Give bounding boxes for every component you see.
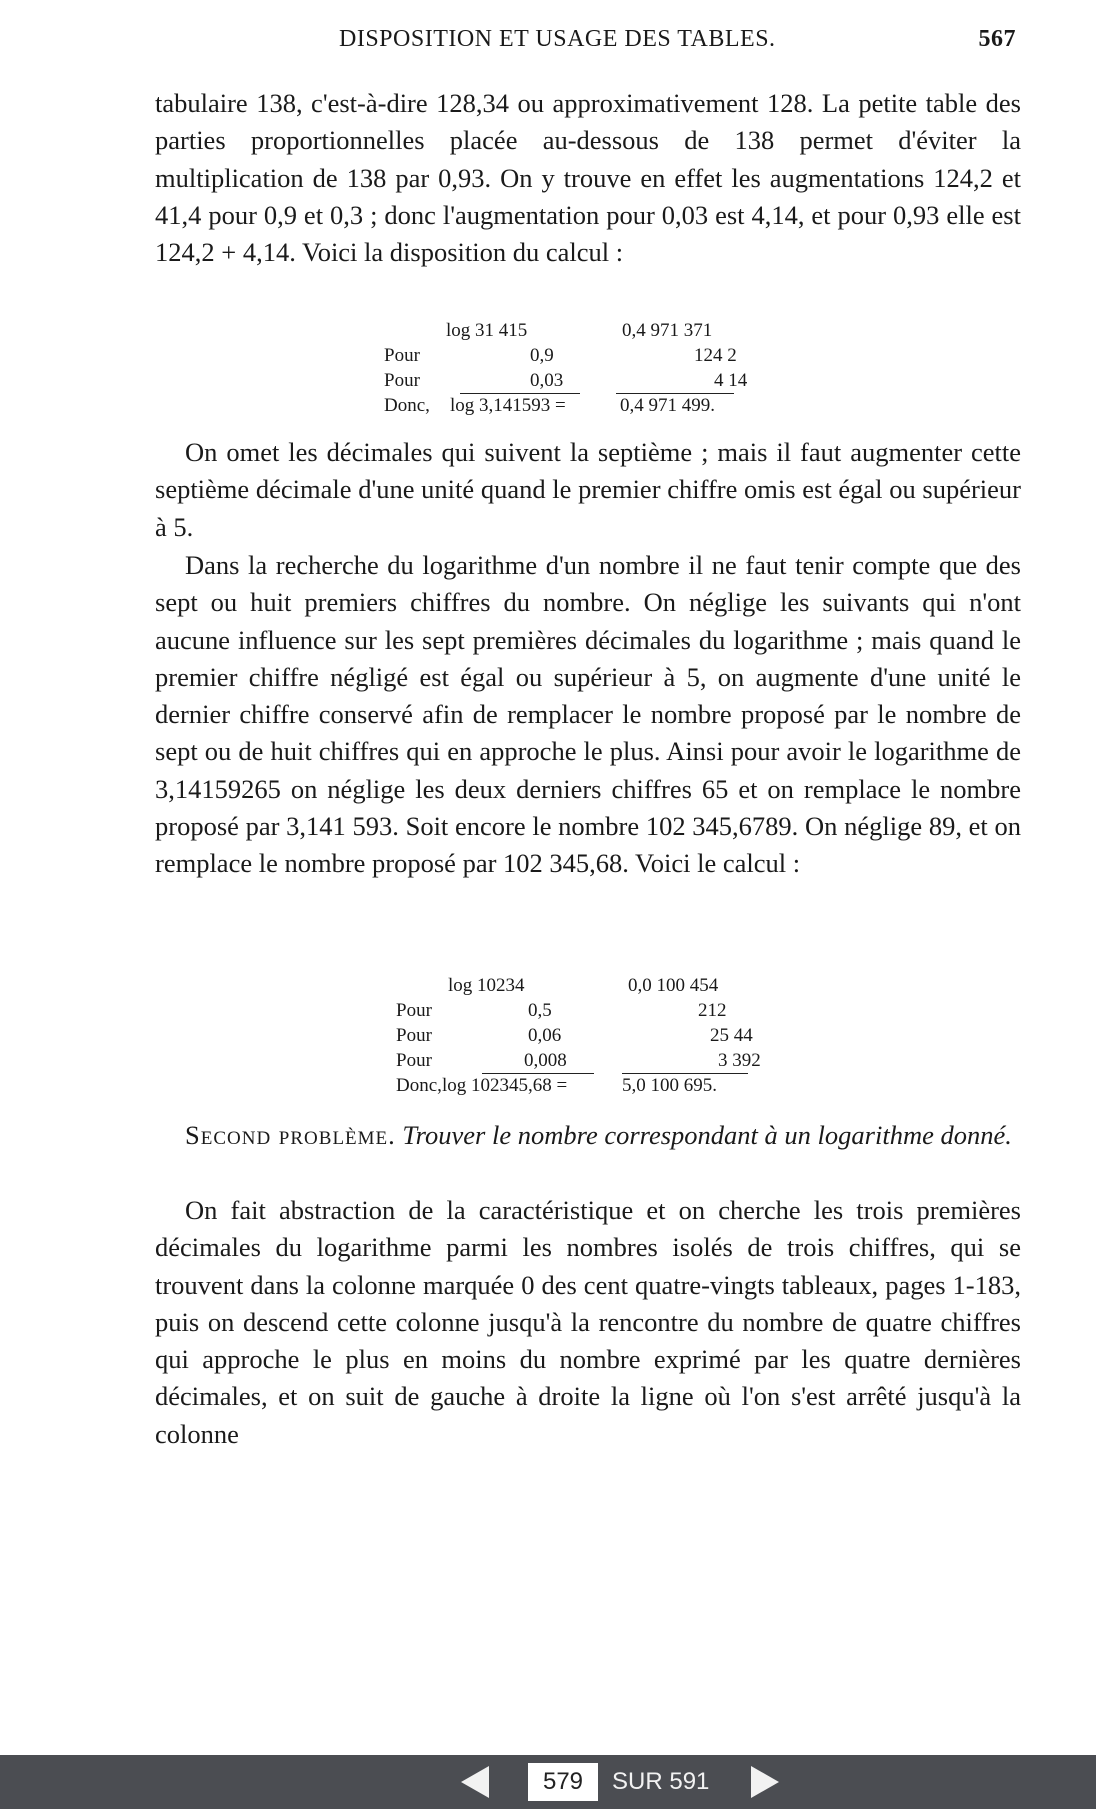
calc-row: Pour 0,5 212 [396, 1000, 727, 1021]
calc-row: Pour 0,06 25 44 [396, 1025, 753, 1046]
page-total-label: SUR 591 [612, 1768, 710, 1795]
arrow-left-icon [461, 1766, 489, 1798]
problem-label: Second problème. [185, 1120, 396, 1150]
calc-row: Donc, log 3,141593 = 0,4 971 499. [384, 395, 715, 416]
running-title: DISPOSITION ET USAGE DES TABLES. [339, 26, 776, 52]
paragraph-1: tabulaire 138, c'est-à-dire 128,34 ou approximativement 128. La petite table des parties proportionnelles placée au-dessous de 138 permet d'éviter la multiplication de 138 par 0,93. On y trouve en effet les augmentations 124,2 et 41,4 pour 0,9 et 0,3 ; donc l'augmentation pour 0,03 est 4,14, et pour 0,93 elle est 124,2 + 4,14. Voici la disposition du calcul : [155, 88, 1021, 268]
calc-row: Donc, log 102345,68 = 5,0 100 695. [396, 1075, 717, 1096]
calc-block-2 [392, 973, 792, 1098]
paragraph-4 [155, 1117, 1021, 1154]
arrow-right-icon [751, 1766, 779, 1798]
page-number-input[interactable] [528, 1763, 598, 1801]
previous-page-button[interactable] [458, 1765, 492, 1799]
page-number: 567 [978, 26, 1016, 52]
problem-statement: Trouver le nombre correspondant à un logarithme donné. [402, 1120, 1012, 1150]
calc-block-1 [380, 318, 760, 418]
calc-row: Pour 0,03 4 14 [384, 370, 748, 391]
calc-row: log 31 415 0,4 971 371 [446, 320, 713, 341]
calc-row: Pour 0,008 3 392 [396, 1050, 761, 1071]
paragraph-5: On fait abstraction de la caractéristique et on cherche les trois premières décimales du logarithme parmi les nombres isolés de trois chiffres, qui se trouvent dans la colonne marquée 0 des cent quatre-vingts tableaux, pages 1-183, puis on descend cette colonne jusqu'à la rencontre du nombre de quatre chiffres qui approche le plus en moins du nombre exprimé par les quatre dernières décimales, et on suit de gauche à droite la ligne où l'on s'est arrêté jusqu'à la colonne [155, 1195, 1021, 1449]
running-header [155, 26, 1016, 60]
calc-row: log 10234 0,0 100 454 [448, 975, 719, 996]
viewer-toolbar [0, 1755, 1096, 1809]
paragraph-3: Dans la recherche du logarithme d'un nombre il ne faut tenir compte que des sept ou huit premiers chiffres du nombre. On néglige les suivants qui n'ont aucune influence sur les sept premières décimales du logarithme ; mais quand le premier chiffre négligé est égal ou supérieur à 5, on augmente d'une unité le dernier chiffre conservé afin de remplacer le nombre proposé par le nombre de sept ou de huit chiffres qui en approche le plus. Ainsi pour avoir le logarithme de 3,14159265 on néglige les deux derniers chiffres 65 et on remplace le nombre proposé par 3,141 593. Soit encore le nombre 102 345,6789. On néglige 89, et on remplace le nombre proposé par 102 345,68. Voici le calcul : [155, 550, 1021, 879]
next-page-button[interactable] [748, 1765, 782, 1799]
calc-row: Pour 0,9 124 2 [384, 345, 737, 366]
paragraph-2: On omet les décimales qui suivent la septième ; mais il faut augmenter cette septième décimale d'une unité quand le premier chiffre omis est égal ou supérieur à 5. [155, 437, 1021, 542]
